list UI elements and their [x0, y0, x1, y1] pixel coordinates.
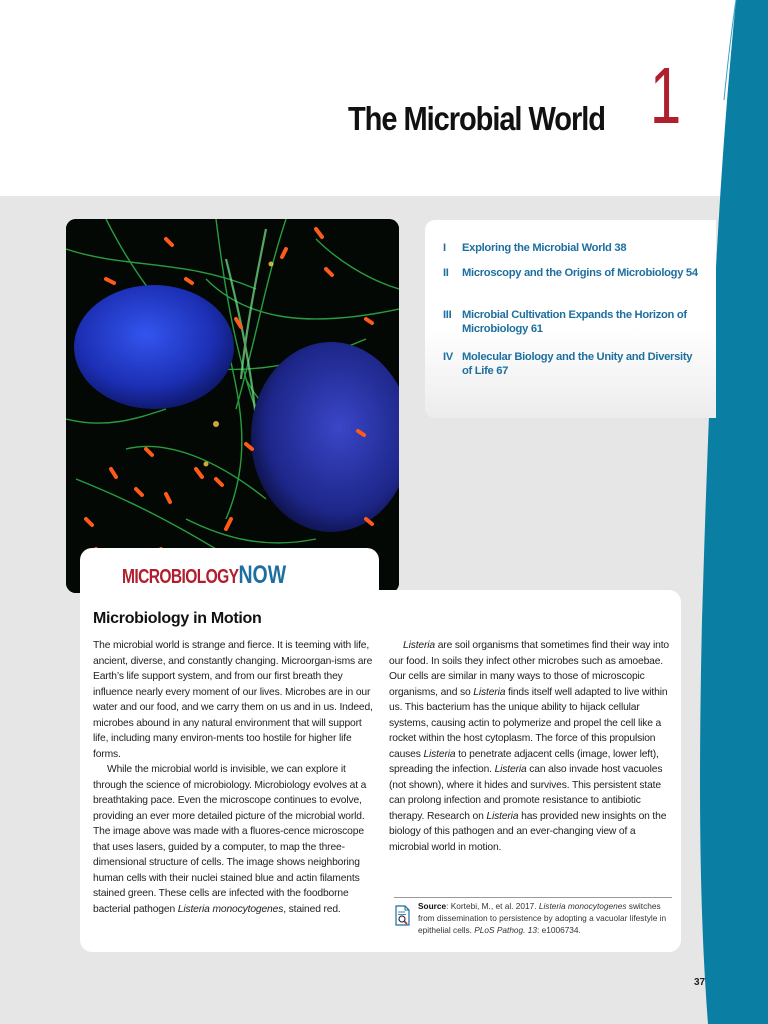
toc-number: I [443, 242, 446, 254]
chapter-number: 1 [650, 51, 682, 140]
paragraph: Listeria are soil organisms that sometimes find their way into our food. In soils they infect other microbes such as amoebae. Our cells are similar in many ways to those of microscopic organisms, and so Listeria finds itself well adapted to live within us. This bacterium has the unique ability to hijack cellular systems, causing actin to polymerize and propel the cell like a rocket within the host cytoplasm. The force of this propulsion causes Listeria to penetrate adjacent cells (image, lower left), spreading the infection. Listeria can also invade host vacuoles (not shown), where it hides and survives. This persistent state can prolong infection and promote resistance to antibiotic therapy. Research on Listeria has provided new insights on the biology of this pathogen and an ever-changing view of a microbial world in motion. [389, 640, 669, 853]
teal-edge-decoration [678, 0, 768, 1024]
toc-number: III [443, 309, 452, 321]
microbiology-now-logo: MICROBIOLOGYNOW [122, 561, 287, 589]
chapter-title: The Microbial World [348, 100, 605, 137]
toc-text: Microbial Cultivation Expands the Horizon of Microbiology 61 [462, 309, 687, 335]
toc-text: Microscopy and the Origins of Microbiology 54 [462, 267, 698, 279]
toc-text: Exploring the Microbial World 38 [462, 242, 627, 254]
document-magnifier-icon [394, 905, 412, 927]
feature-title: Microbiology in Motion [93, 610, 262, 627]
source-divider [394, 897, 672, 898]
paragraph: The microbial world is strange and fierce. It is teeming with life, ancient, diverse, and constantly changing. Microorgan-isms are Earth’s life support system, and from our first breath they influence nearly every moment of our lives. Microbes are in our water and our food, and we carry them on us and in us. Indeed, microbes abound in any natural environment that will support life, including many environ-ments too hostile for higher life forms. [93, 640, 373, 760]
toc-item[interactable] [443, 241, 703, 255]
toc-item[interactable] [443, 266, 703, 280]
page-number: 37 [694, 977, 706, 988]
toc-text: Molecular Biology and the Unity and Diversity of Life 67 [462, 351, 693, 377]
source-citation: Source: Kortebi, M., et al. 2017. Listeria monocytogenes switches from dissemination to persistence by adopting a vacuolar lifestyle in epithelial cells. PLoS Pathog. 13: e1006734. [418, 901, 667, 935]
microscopy-image [66, 219, 399, 593]
toc-item[interactable] [443, 350, 703, 378]
feature-column-left [93, 638, 376, 917]
chapter-contents [425, 220, 716, 418]
toc-item[interactable] [443, 308, 703, 336]
paragraph: While the microbial world is invisible, we can explore it through the science of microbiology. Microbiology evolves at a breathtaking pace. Even the microscope continues to evolve, providing an ever more detailed picture of the microbial world. The image above was made with a fluores-cence microscope that uses lasers, guided by a computer, to map the three-dimensional structure of cells. The image shows neighboring human cells with their nuclei stained blue and actin filaments stained green. These cells are infected with the foodborne bacterial pathogen Listeria monocytogenes, stained red. [93, 764, 367, 915]
feature-box [80, 590, 681, 952]
feature-column-right [389, 638, 671, 855]
toc-number: IV [443, 351, 453, 363]
toc-number: II [443, 267, 449, 279]
microbiology-now-tab [80, 548, 379, 598]
